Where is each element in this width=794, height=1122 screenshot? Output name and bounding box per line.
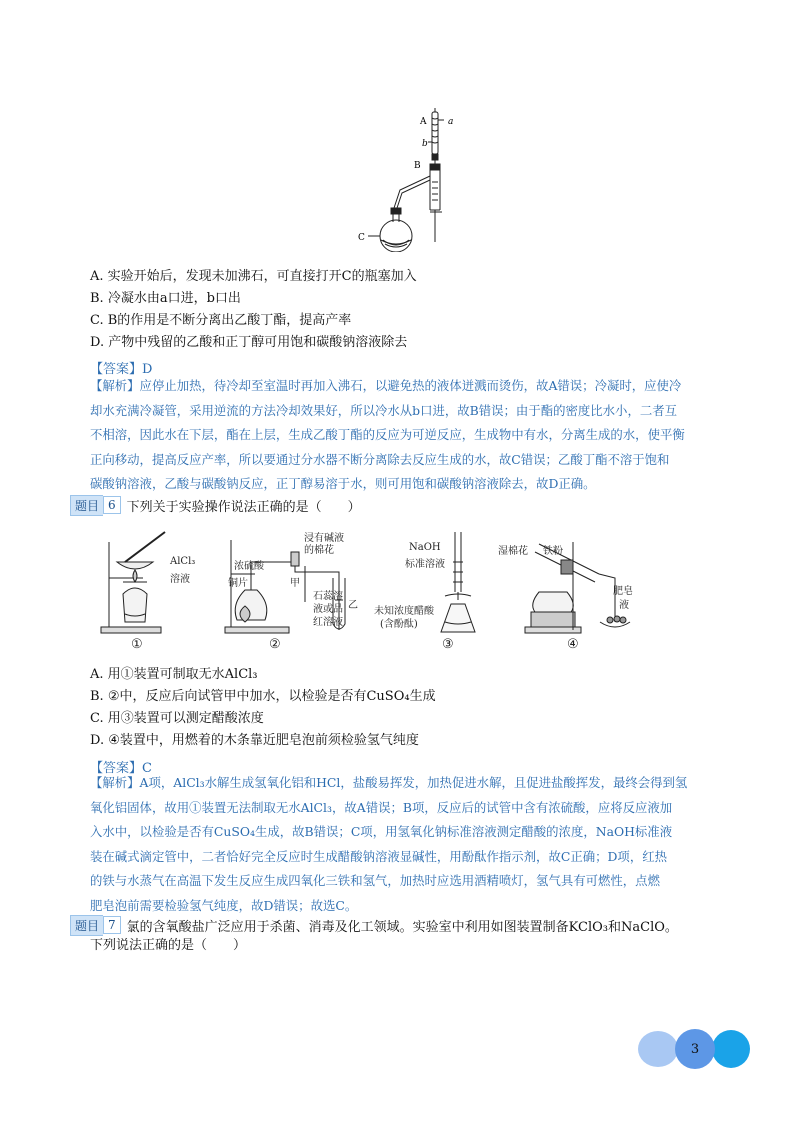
- q6-apparatus-number-4: ④: [567, 637, 579, 652]
- page-number-badge: [675, 1029, 715, 1069]
- q6-header: [70, 495, 361, 515]
- q5-explanation-line: 【解析】应停止加热，待冷却至室温时再加入沸石，以避免热的液体迸溅而烫伤，故A错误；冷凝时，应使冷: [90, 378, 682, 393]
- q6-label-conc-sulfuric-acid: 浓硫酸: [234, 561, 264, 572]
- q6-label-tube-jia: 甲: [290, 578, 300, 589]
- q7-number: 7: [103, 916, 121, 934]
- q5-label-b: b: [422, 139, 428, 149]
- q7-stem-continued: 下列说法正确的是（ ）: [90, 938, 247, 953]
- q6-option-d: D. ④装置中，用燃着的木条靠近肥皂泡前须检验氢气纯度: [90, 733, 419, 748]
- q5-label-B: B: [414, 161, 421, 171]
- page-number-decoration-left: [638, 1031, 678, 1067]
- q5-option-d: D. 产物中残留的乙酸和正丁醇可用饱和碳酸钠溶液除去: [90, 335, 408, 350]
- q6-explanation: [90, 771, 714, 918]
- q6-number: 6: [103, 496, 121, 514]
- q6-label-tube-yi: 乙: [348, 600, 358, 611]
- q6-label-litmus-1: 石蕊溶: [313, 591, 343, 602]
- q6-label-alcl3: AlCl₃: [170, 556, 196, 567]
- q6-option-a: A. 用①装置可制取无水AlCl₃: [90, 667, 258, 682]
- q6-option-b: B. ②中，反应后向试管甲中加水，以检验是否有CuSO₄生成: [90, 689, 436, 704]
- q6-label-acetic-acid-2: (含酚酞): [380, 619, 418, 630]
- q5-option-a: A. 实验开始后，发现未加沸石，可直接打开C的瓶塞加入: [90, 269, 417, 284]
- q6-label-soap-1: 肥皂: [613, 586, 633, 597]
- q5-explanation-line: 不相溶，因此水在下层，酯在上层，生成乙酸丁酯的反应为可逆反应，生成物中有水，分离生成的水，使平衡: [90, 427, 685, 442]
- q7-stem: 氯的含氧酸盐广泛应用于杀菌、消毒及化工领域。实验室中利用如图装置制备KClO₃和NaClO。: [126, 919, 678, 935]
- q6-answer: 【答案】C: [90, 761, 152, 776]
- q6-explanation-line: 【解析】A项，AlCl₃水解生成氢氧化铝和HCl，盐酸易挥发，加热促进水解，且促进盐酸挥发，最终会得到氢: [90, 775, 688, 790]
- q6-label-soaked-cotton-2: 的棉花: [304, 545, 334, 556]
- q5-option-b: B. 冷凝水由a口进，b口出: [90, 291, 241, 306]
- q5-label-A: A: [420, 117, 427, 127]
- q5-label-C: C: [358, 233, 365, 243]
- q6-explanation-line: 入水中，以检验是否有CuSO₄生成，故B错误；C项，用氢氧化钠标准溶液测定醋酸的浓度，NaOH标准液: [90, 824, 673, 839]
- q7-header: [70, 915, 678, 935]
- q5-explanation-line: 正向移动，提高反应产率，所以要通过分水器不断分离除去反应生成的水，故C错误；乙酸丁酯不溶于饱和: [90, 451, 670, 467]
- q6-explanation-line: 装在碱式滴定管中，二者恰好完全反应时生成醋酸钠溶液显碱性，用酚酞作指示剂，故C正确；D项，红热: [90, 848, 667, 864]
- q5-explanation-line: 碳酸钠溶液，乙酸与碳酸钠反应，正丁醇易溶于水，则可用饱和碳酸钠溶液除去，故D正确。: [90, 476, 596, 491]
- q6-label-naoh: NaOH: [409, 542, 441, 553]
- q6-label-naoh-standard: 标准溶液: [405, 559, 445, 570]
- q6-apparatus-number-3: ③: [442, 637, 454, 652]
- q6-label-soaked-cotton-1: 浸有碱液: [304, 533, 344, 544]
- q6-label-copper-sheet: 铜片: [228, 578, 248, 589]
- q6-explanation-line: 氧化铝固体，故用①装置无法制取无水AlCl₃，故A错误；B项，反应后的试管中含有浓硫酸，应将反应液加: [90, 799, 673, 815]
- q6-label-acetic-acid-1: 未知浓度醋酸: [374, 606, 434, 617]
- q6-label-alcl3-solution: 溶液: [170, 574, 190, 585]
- q5-answer: 【答案】D: [90, 362, 153, 377]
- q6-apparatus-number-2: ②: [269, 637, 281, 652]
- q6-tag: 题目: [70, 495, 103, 516]
- q6-explanation-line: 肥皂泡前需要检验氢气纯度，故D错误；故选C。: [90, 897, 358, 913]
- q5-explanation-line: 却水充满冷凝管，采用逆流的方法冷却效果好，所以冷水从b口进，故B错误；由于酯的密度比水小，二者互: [90, 402, 678, 418]
- q6-stem: 下列关于实验操作说法正确的是（ ）: [126, 499, 361, 515]
- q6-option-c: C. 用③装置可以测定醋酸浓度: [90, 711, 264, 726]
- q5-label-a: a: [448, 117, 454, 127]
- q5-explanation: [90, 374, 714, 497]
- q6-apparatus-number-1: ①: [131, 637, 143, 652]
- page-number-decoration-right: [712, 1030, 750, 1068]
- q6-explanation-line: 的铁与水蒸气在高温下发生反应生成四氧化三铁和氢气，加热时应选用酒精喷灯，氢气具有可燃性，点燃: [90, 873, 660, 888]
- q6-label-wet-cotton: 湿棉花: [498, 546, 528, 557]
- q5-apparatus-figure: [350, 104, 460, 252]
- q6-label-iron-powder: 铁粉: [543, 546, 563, 557]
- q6-label-litmus-3: 红溶液: [313, 617, 343, 628]
- q6-label-litmus-2: 液或品: [313, 604, 343, 615]
- q7-tag: 题目: [70, 915, 103, 936]
- page-number: 3: [690, 1041, 700, 1057]
- q5-option-c: C. B的作用是不断分离出乙酸丁酯，提高产率: [90, 313, 352, 328]
- q6-label-soap-2: 液: [619, 600, 629, 611]
